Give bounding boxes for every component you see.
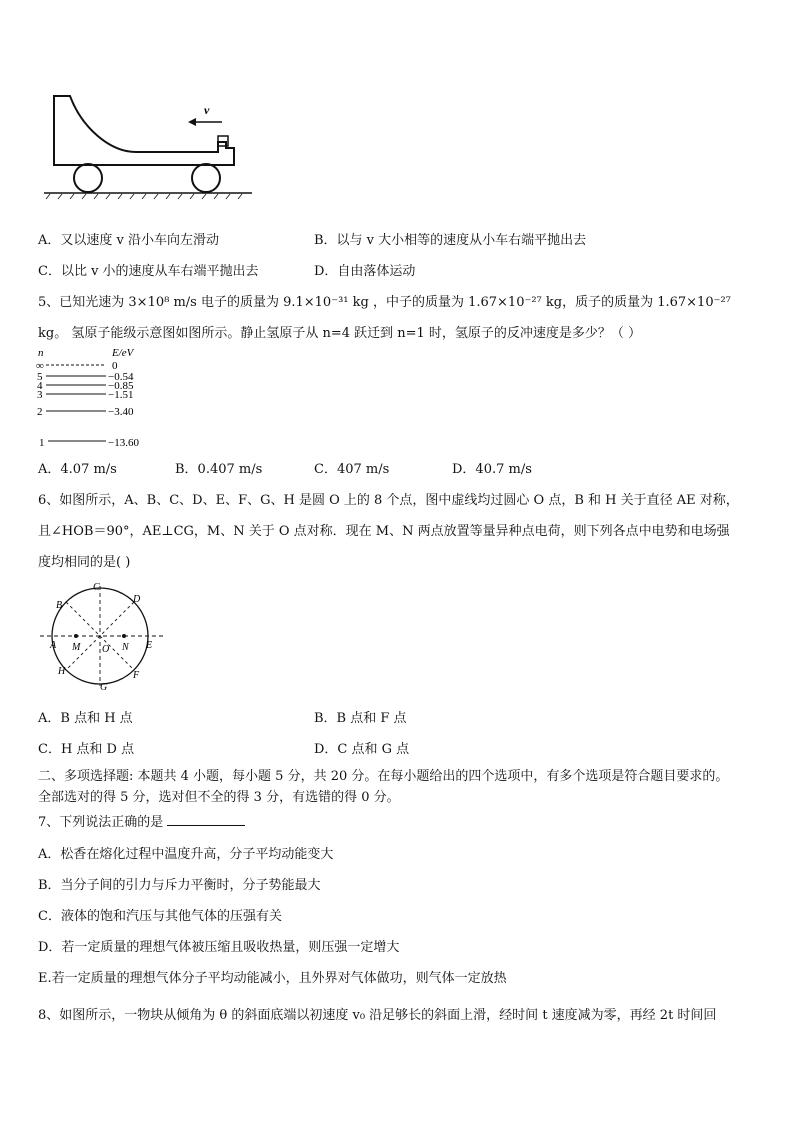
section2-header-line2: 全部选对的得 5 分，选对但不全的得 3 分，有选错的得 0 分。 [38,790,400,805]
q5-option-c: C．407 m/s [314,462,390,477]
q5-stem-line1: 5、已知光速为 3×10⁸ m/s 电子的质量为 9.1×10⁻³¹ kg ，中子的质量为 1.67×10⁻²⁷ kg，质子的质量为 1.67×10⁻²⁷ [38,295,731,310]
point-n-label: N [122,642,129,653]
velocity-arrow [188,118,222,126]
level-n-1: 1 [39,437,45,449]
section2-header-line1: 二、多项选择题: 本题共 4 小题，每小题 5 分，共 20 分。在每小题给出的四个选项中，有多个选项是符合题目要求的。 [38,769,729,784]
q7-stem [38,811,245,830]
point-g-label: G [100,682,108,692]
level-n-inf: ∞ [36,360,44,372]
q7-stem-text: 7、下列说法正确的是 [38,815,164,830]
q6-option-b: B．B 点和 F 点 [314,711,407,726]
level-n-2: 2 [37,406,43,418]
point-b-label: B [56,600,63,611]
point-c-label: C [93,582,100,593]
q6-stem-line2: 且∠HOB＝90°，AE⊥CG，M、N 关于 O 点对称．现在 M、N 两点放置等量异种点电荷，则下列各点中电势和电场强 [38,524,730,539]
q6-option-a: A．B 点和 H 点 [38,711,133,726]
q5-option-b: B．0.407 m/s [175,462,263,477]
point-a-label: A [50,640,57,651]
circle-diagram [38,580,168,692]
q7-option-e: E.若一定质量的理想气体分子平均动能减小，且外界对气体做功，则气体一定放热 [38,971,507,986]
level-e-3: −1.51 [108,389,134,401]
q4-option-c: C．以比 v 小的速度从车右端平抛出去 [38,264,259,279]
q4-option-b: B．以与 v 大小相等的速度从小车右端平抛出去 [314,233,587,248]
point-f-label: F [133,670,140,681]
q5-option-a: A．4.07 m/s [38,462,117,477]
point-h-label: H [58,666,66,677]
velocity-label: v [204,103,210,117]
q4-option-a: A．又以速度 v 沿小车向左滑动 [38,233,219,248]
level-e-2: −3.40 [108,406,134,418]
q7-answer-blank[interactable] [167,813,245,826]
level-e-inf: 0 [112,360,118,372]
energy-level-diagram [34,345,154,450]
cart-figure [40,88,255,200]
q7-option-c: C．液体的饱和汽压与其他气体的压强有关 [38,909,282,924]
q5-option-d: D．40.7 m/s [452,462,532,477]
n-axis-label: n [38,347,44,359]
point-o-label: O [102,644,110,655]
level-e-4: −0.85 [108,380,134,392]
charge-n [122,634,126,638]
q6-stem-line1: 6、如图所示，A、B、C、D、E、F、G、H 是圆 O 上的 8 个点，图中虚线均过圆心 O 点，B 和 H 关于直径 AE 对称， [38,493,739,508]
level-e-1: −13.60 [108,437,139,449]
point-e-label: E [146,640,153,651]
point-d-label: D [133,594,141,605]
level-n-4: 4 [37,380,43,392]
q6-option-c: C．H 点和 D 点 [38,742,135,757]
charge-m [74,634,78,638]
level-e-5: −0.54 [108,371,134,383]
q7-option-d: D．若一定质量的理想气体被压缩且吸收热量，则压强一定增大 [38,940,400,955]
q6-stem-line3: 度均相同的是( ) [38,555,131,570]
q8-stem-line1: 8、如图所示，一物块从倾角为 θ 的斜面底端以初速度 v₀ 沿足够长的斜面上滑，经时间 t 速度减为零，再经 2t 时间回 [38,1008,717,1023]
level-n-3: 3 [37,389,43,401]
q7-option-b: B．当分子间的引力与斥力平衡时，分子势能最大 [38,878,321,893]
q7-option-a: A．松香在熔化过程中温度升高，分子平均动能变大 [38,847,334,862]
point-m-label: M [72,642,81,653]
q5-stem-line2: kg。 氢原子能级示意图如图所示。静止氢原子从 n=4 跃迁到 n=1 时，氢原子的反冲速度是多少？（ ） [38,326,642,341]
q6-option-d: D．C 点和 G 点 [314,742,410,757]
q4-option-d: D．自由落体运动 [314,264,416,279]
level-n-5: 5 [37,371,43,383]
energy-axis-label: E/eV [112,347,134,359]
